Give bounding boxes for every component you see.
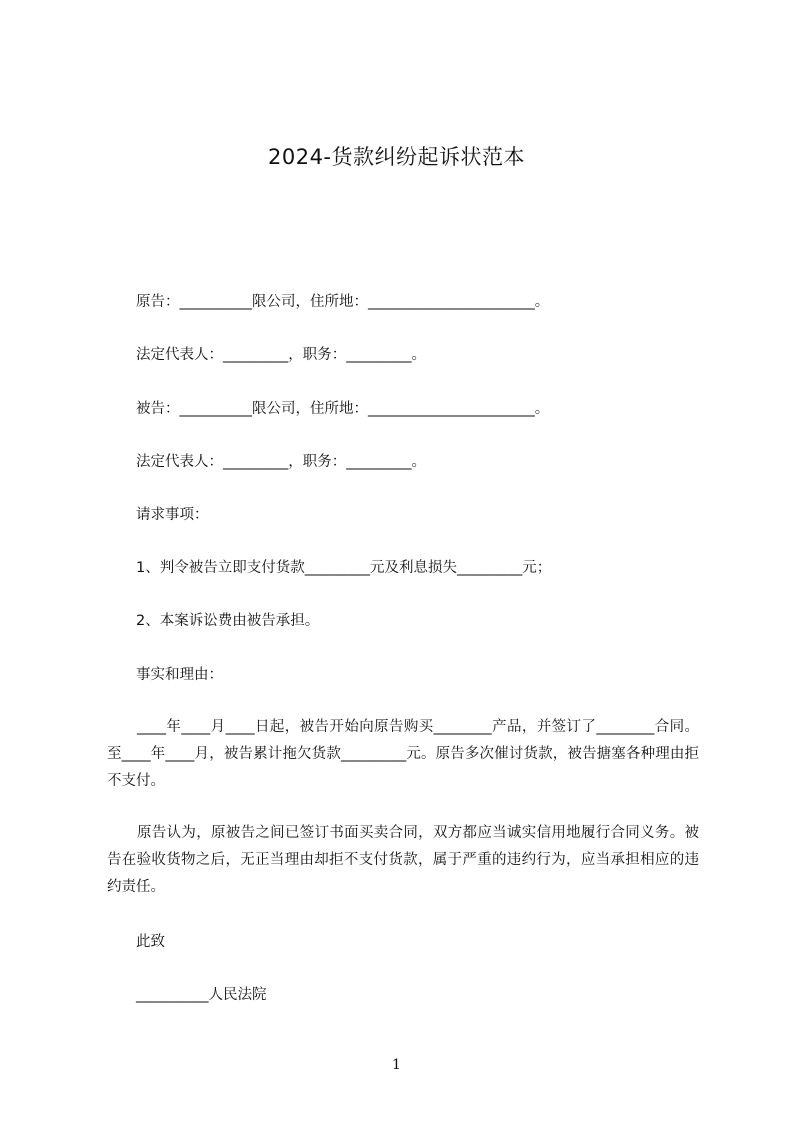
claim-item-1: 1、判令被告立即支付货款_________元及利息损失_________元；	[136, 560, 552, 576]
claims-heading: 请求事项：	[136, 507, 209, 523]
claim-item-2: 2、本案诉讼费由被告承担。	[136, 613, 320, 629]
plaintiff-line: 原告：__________限公司，住所地：_______________________。	[136, 294, 550, 310]
facts-heading: 事实和理由：	[136, 667, 223, 683]
defendant-line: 被告：__________限公司，住所地：_______________________。	[136, 401, 550, 417]
page-number: 1	[392, 1057, 401, 1073]
court-addressee: __________人民法院	[136, 987, 267, 1003]
facts-paragraph-2: 原告认为，原被告之间已签订书面买卖合同，双方都应当诚实信用地履行合同义务。被告在验收货物之后，无正当理由却拒不支付货款，属于严重的违约行为，应当承担相应的违约责任。	[107, 825, 699, 895]
facts-paragraph-1: ____年____月____日起，被告开始向原告购买________产品，并签订了________合同。至____年____月，被告累计拖欠货款_________元。原告多次催讨货款，被告搪塞各种理由拒不支付。	[107, 719, 699, 789]
plaintiff-representative-line: 法定代表人：_________，职务：_________。	[136, 347, 426, 363]
document-title: 2024-货款纠纷起诉状范本	[267, 145, 526, 169]
defendant-representative-line: 法定代表人：_________，职务：_________。	[136, 454, 426, 470]
closing-salutation: 此致	[136, 934, 165, 950]
